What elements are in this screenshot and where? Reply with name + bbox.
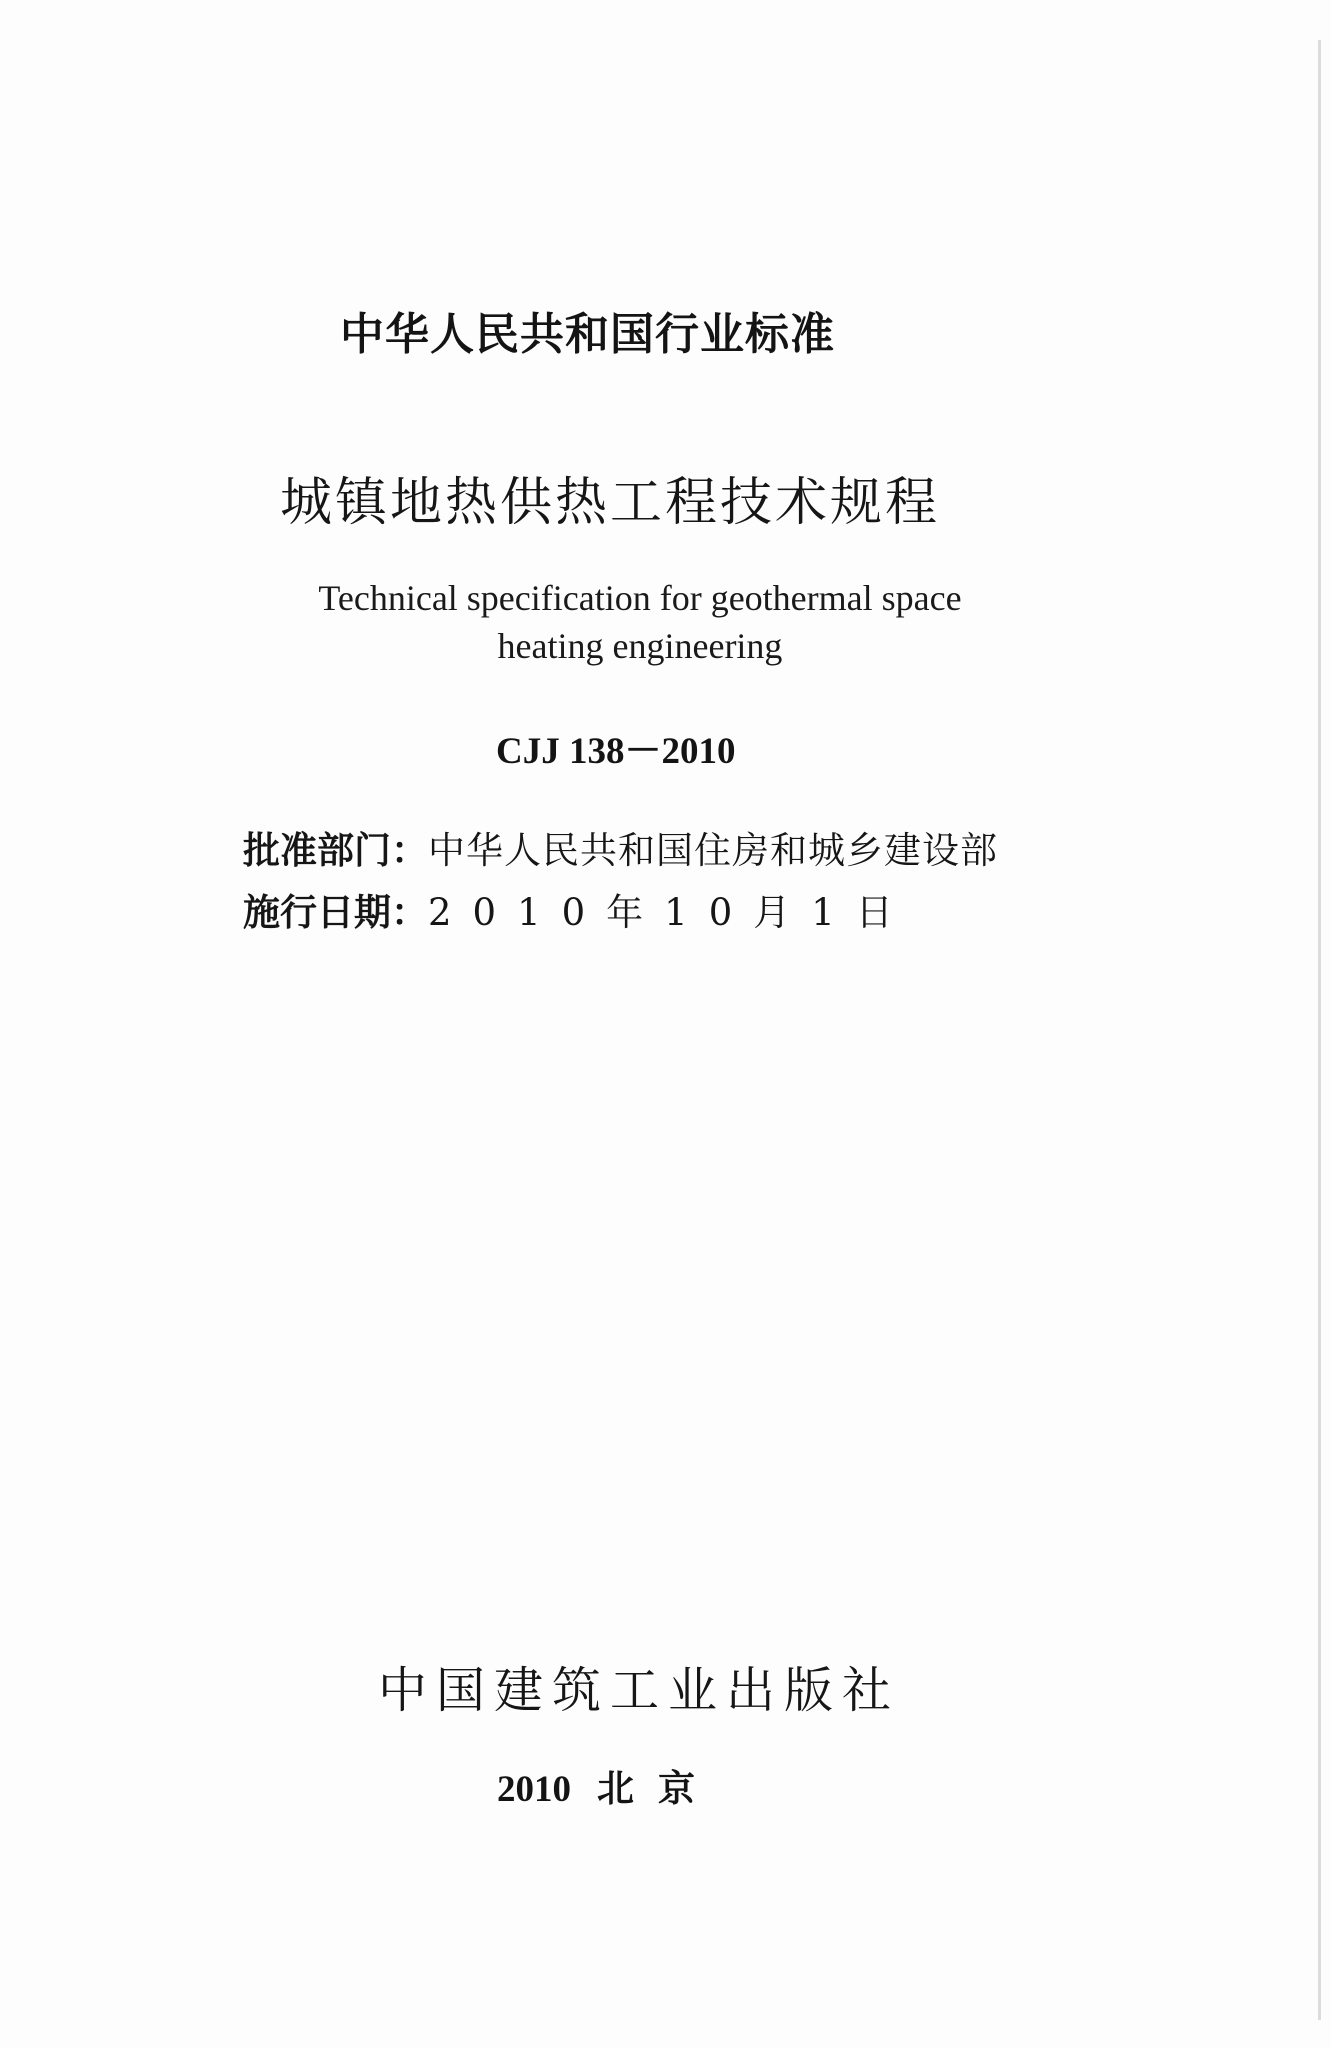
imprint-city: 北京 [597,1767,719,1810]
effective-date-row [243,882,914,936]
title-english [290,574,990,670]
approval-department-value: 中华人民共和国住房和城乡建设部 [428,829,998,872]
title-english-line-2: heating engineering [497,626,783,666]
standard-type-label: 中华人民共和国行业标准 [340,309,835,360]
imprint-year: 2010 [497,1769,571,1810]
standard-code: CJJ 138－2010 [496,731,736,772]
approval-department-label: 批准部门： [243,829,428,872]
effective-date-value: 2010年10月1日 [428,891,914,934]
imprint [497,1758,719,1812]
approval-department-row [243,820,998,874]
effective-date-label: 施行日期： [243,891,428,934]
title-english-line-1: Technical specification for geothermal space [318,578,962,618]
title-chinese: 城镇地热供热工程技术规程 [280,473,941,533]
scan-edge-mark [1318,40,1321,2020]
publisher-name: 中国建筑工业出版社 [378,1662,901,1719]
